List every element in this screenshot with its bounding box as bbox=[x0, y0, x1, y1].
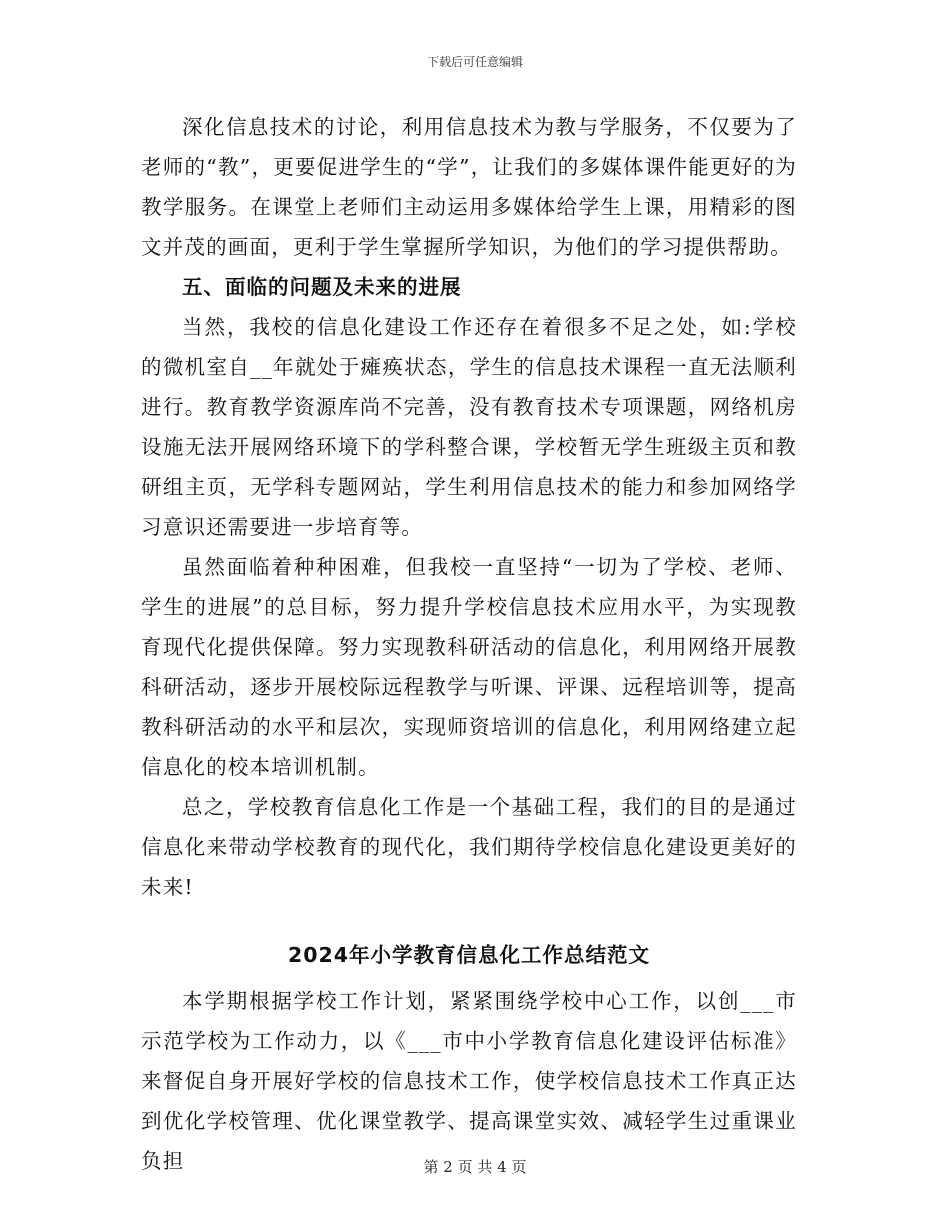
paragraph-shortcomings: 当然，我校的信息化建设工作还存在着很多不足之处，如:学校的微机室自__年就处于瘫痪状态，学生的信息技术课程一直无法顺利进行。教育教学资源库尚不完善，没有教育技术专项课题，网络机房设施无法开展网络环境下的学科整合课，学校暂无学生班级主页和教研组主页，无学科专题网站，学生利用信息技术的能力和参加网络学习意识还需要进一步培育等。 bbox=[141, 315, 797, 539]
paragraph-multimedia-teaching: 深化信息技术的讨论，利用信息技术为教与学服务，不仅要为了老师的“教”，更要促进学生的“学”，让我们的多媒体课件能更好的为教学服务。在课堂上老师们主动运用多媒体给学生上课，用精彩的图文并茂的画面，更利于学生掌握所学知识，为他们的学习提供帮助。 bbox=[141, 115, 797, 259]
document-body bbox=[141, 107, 797, 1181]
header-note: 下载后可任意编辑 bbox=[426, 55, 523, 69]
paragraph-conclusion: 总之，学校教育信息化工作是一个基础工程，我们的目的是通过信息化来带动学校教育的现代化，我们期待学校信息化建设更美好的未来! bbox=[141, 795, 797, 899]
document-title: 2024年小学教育信息化工作总结范文 bbox=[287, 943, 651, 967]
paragraph-goals: 虽然面临着种种困难，但我校一直坚持“一切为了学校、老师、学生的进展”的总目标，努力提升学校信息技术应用水平，为实现教育现代化提供保障。努力实现教科研活动的信息化，利用网络开展教科研活动，逐步开展校际远程教学与听课、评课、远程培训等，提高教科研活动的水平和层次，实现师资培训的信息化，利用网络建立起信息化的校本培训机制。 bbox=[141, 555, 797, 779]
page-number: 第 2 页 共 4 页 bbox=[423, 1158, 527, 1176]
paragraph-semester-plan: 本学期根据学校工作计划，紧紧围绕学校中心工作，以创___市示范学校为工作动力，以《___市中小学教育信息化建设评估标准》来督促自身开展好学校的信息技术工作，使学校信息技术工作真正达到优化学校管理、优化课堂教学、提高课堂实效、减轻学生过重课业负担 bbox=[141, 989, 797, 1173]
section-heading-problems: 五、面临的问题及未来的进展 bbox=[182, 275, 462, 299]
